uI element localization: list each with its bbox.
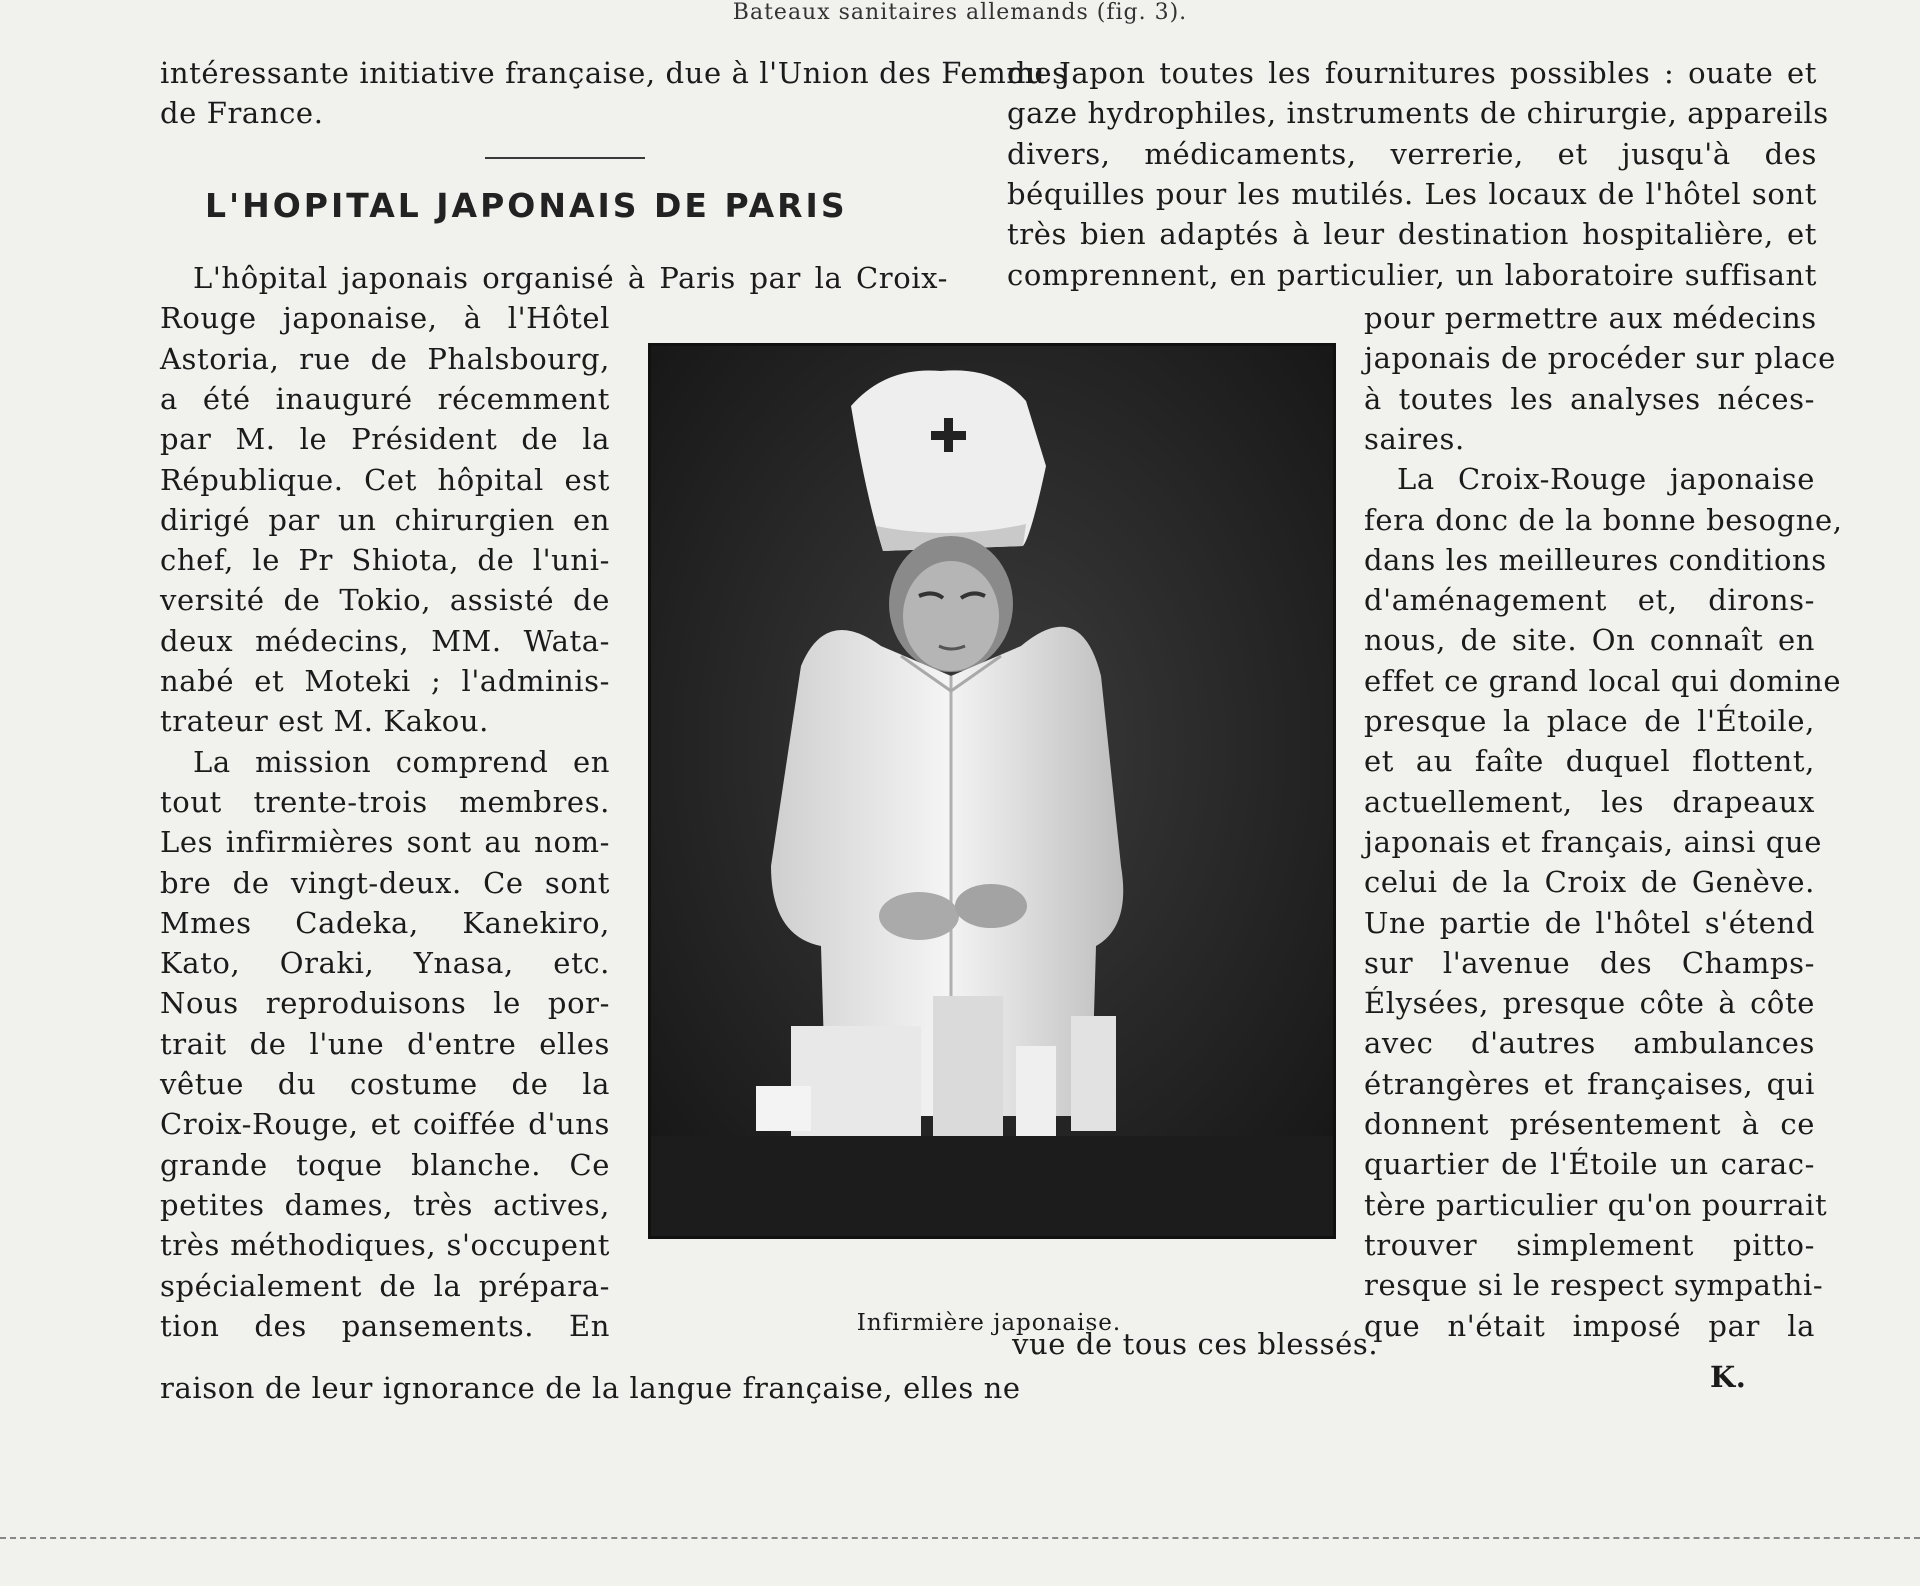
text-line: Croix-Rouge, et coiffée d'uns <box>160 1107 610 1142</box>
text-line: que n'était imposé par la <box>1364 1308 1815 1343</box>
text-line: Les infirmières sont au nom- <box>160 825 610 860</box>
text-line: deux médecins, MM. Wata- <box>160 623 610 658</box>
text-line: bre de vingt-deux. Ce sont <box>160 865 610 900</box>
text-line: et au faîte duquel flottent, <box>1364 744 1815 779</box>
running-head: Bateaux sanitaires allemands (fig. 3). <box>732 0 1188 25</box>
text-line: vêtue du costume de la <box>160 1067 610 1101</box>
text-line: Kato, Oraki, Ynasa, etc. <box>160 946 610 981</box>
text-line: Mmes Cadeka, Kanekiro, <box>160 905 610 940</box>
text-line: intéressante initiative française, due à l'Union des Femmes <box>160 56 1068 90</box>
text-line: Élysées, presque côte à côte <box>1364 986 1815 1021</box>
text-line: presque la place de l'Étoile, <box>1364 704 1815 738</box>
text-line: L'hôpital japonais organisé à Paris par la Croix- <box>193 261 948 295</box>
text-line: d'aménagement et, dirons- <box>1364 583 1815 618</box>
text-line: à toutes les analyses néces- <box>1364 381 1815 416</box>
text-line: sur l'avenue des Champs- <box>1364 945 1815 980</box>
text-line: versité de Tokio, assisté de <box>160 583 610 618</box>
text-line: La mission comprend en <box>193 744 610 779</box>
text-line: trait de l'une d'entre elles <box>160 1026 610 1061</box>
text-line: trateur est M. Kakou. <box>160 704 489 739</box>
text-line: actuellement, les drapeaux <box>1364 784 1815 819</box>
text-line: gaze hydrophiles, instruments de chirurgie, appareils <box>1007 96 1829 131</box>
text-line: très méthodiques, s'occupent <box>160 1228 610 1263</box>
text-line: dirigé par un chirurgien en <box>160 502 610 537</box>
text-line: Une partie de l'hôtel s'étend <box>1364 905 1815 940</box>
text-line: de France. <box>160 96 324 131</box>
text-line: trouver simplement pitto- <box>1364 1227 1815 1262</box>
text-line: fera donc de la bonne besogne, <box>1364 502 1843 537</box>
text-line: Rouge japonaise, à l'Hôtel <box>160 301 610 336</box>
text-line: tère particulier qu'on pourrait <box>1364 1187 1828 1222</box>
text-line: divers, médicaments, verrerie, et jusqu'à des <box>1007 136 1817 171</box>
text-line: étrangères et françaises, qui <box>1364 1066 1815 1101</box>
text-line: très bien adaptés à leur destination hospitalière, et <box>1007 217 1817 252</box>
text-line: comprennent, en particulier, un laboratoire suffisant <box>1007 257 1817 292</box>
text-line: tout trente-trois membres. <box>160 784 610 819</box>
photo-caption: Infirmière japonaise. <box>856 1310 1122 1336</box>
text-line: République. Cet hôpital est <box>160 462 610 497</box>
text-line: du Japon toutes les fournitures possibles : ouate et <box>1007 56 1817 90</box>
section-divider <box>485 157 645 159</box>
text-line: grande toque blanche. Ce <box>160 1147 610 1182</box>
text-line: japonais de procéder sur place <box>1364 341 1836 376</box>
text-line: donnent présentement à ce <box>1364 1107 1815 1141</box>
article-title: L'HOPITAL JAPONAIS DE PARIS <box>205 186 848 225</box>
text-line: La Croix-Rouge japonaise <box>1397 462 1815 497</box>
text-line: petites dames, très actives, <box>160 1187 610 1222</box>
signature: K. <box>1710 1360 1747 1394</box>
text-line: raison de leur ignorance de la langue française, elles ne <box>160 1371 1021 1406</box>
text-line: japonais et français, ainsi que <box>1364 824 1822 859</box>
text-line: effet ce grand local qui domine <box>1364 663 1842 698</box>
text-line: béquilles pour les mutilés. Les locaux de l'hôtel sont <box>1007 176 1817 211</box>
text-line: par M. le Président de la <box>160 422 610 457</box>
text-line: nabé et Moteki ; l'adminis- <box>160 664 610 698</box>
text-line: vue de tous ces blessés. <box>1012 1326 1379 1361</box>
nurse-photograph <box>648 343 1336 1239</box>
text-line: celui de la Croix de Genève. <box>1364 865 1815 900</box>
text-line: a été inauguré récemment <box>160 381 610 416</box>
text-line: dans les meilleures conditions <box>1364 542 1827 577</box>
text-line: chef, le Pr Shiota, de l'uni- <box>160 543 610 578</box>
text-line: Astoria, rue de Phalsbourg, <box>160 341 610 376</box>
text-line: tion des pansements. En <box>160 1308 610 1343</box>
text-line: Nous reproduisons le por- <box>160 986 610 1021</box>
text-line: pour permettre aux médecins <box>1364 301 1817 335</box>
text-line: quartier de l'Étoile un carac- <box>1364 1147 1815 1182</box>
text-line: saires. <box>1364 421 1465 456</box>
text-line: nous, de site. On connaît en <box>1364 623 1815 658</box>
text-line: avec d'autres ambulances <box>1364 1026 1815 1061</box>
text-line: resque si le respect sympathi- <box>1364 1268 1824 1303</box>
page-bottom-rule <box>0 1537 1920 1539</box>
text-line: spécialement de la prépara- <box>160 1268 610 1303</box>
